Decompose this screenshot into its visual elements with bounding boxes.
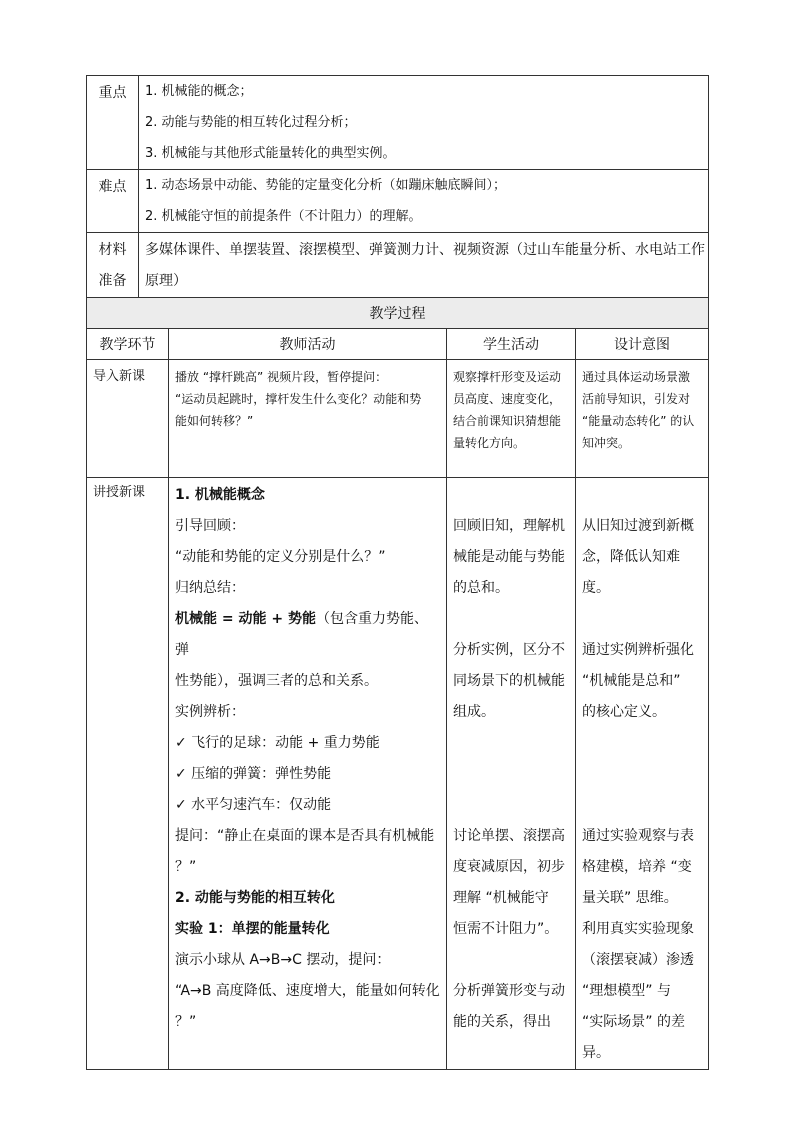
- new-lesson-student-activity: [447, 478, 576, 1070]
- difficulties-row: [87, 170, 709, 233]
- text-line: 组成。: [453, 704, 495, 720]
- text-line: 归纳总结：: [175, 580, 245, 596]
- text-line: [175, 604, 440, 666]
- text-line: 理解 “机械能守: [453, 890, 549, 906]
- spacer: [453, 480, 569, 511]
- text-line: 结合前课知识猜想能: [453, 414, 562, 428]
- key-point-item: 2. 动能与势能的相互转化过程分析；: [145, 114, 357, 130]
- text-line: 引导回顾：: [175, 518, 245, 534]
- text-line: 回顾旧知，理解机: [453, 518, 565, 534]
- text-line: “动能和势能的定义分别是什么？”: [175, 549, 386, 565]
- process-header-row: [87, 329, 709, 360]
- text-line: 同场景下的机械能: [453, 673, 565, 689]
- text-line: 通过实例辨析强化: [582, 642, 694, 658]
- text-line: 恒需不计阻力”。: [453, 921, 559, 937]
- spacer: [582, 790, 702, 821]
- text-line: 能的关系，得出: [453, 1014, 551, 1030]
- column-header-stage: 教学环节: [87, 329, 169, 360]
- materials-line: 原理）: [145, 273, 187, 289]
- text-line: ？”: [175, 1014, 197, 1030]
- materials-line: 多媒体课件、单摆装置、滚摆模型、弹簧测力计、视频资源（过山车能量分析、水电站工作: [145, 242, 705, 258]
- spacer: [582, 480, 702, 511]
- text-line: 提问：“静止在桌面的课本是否具有机械能: [175, 828, 435, 844]
- intro-teacher-activity: [169, 360, 447, 478]
- spacer: [582, 759, 702, 790]
- key-points-row: [87, 76, 709, 170]
- intro-stage: 导入新课: [87, 360, 169, 478]
- experiment-heading: 实验 1：单摆的能量转化: [175, 921, 330, 937]
- spacer: [453, 945, 569, 976]
- materials-label: [87, 233, 139, 298]
- text-line: 性势能），强调三者的总和关系。: [175, 673, 378, 689]
- text-line: “机械能是总和”: [582, 673, 681, 689]
- difficulties-content: [139, 170, 709, 233]
- key-points-content: [139, 76, 709, 170]
- text-line: 异。: [582, 1045, 610, 1061]
- text-line: 的总和。: [453, 580, 509, 596]
- materials-label-line: 准备: [98, 273, 127, 289]
- text-line: 实例辨析：: [175, 704, 245, 720]
- spacer: [453, 759, 569, 790]
- key-point-item: 1. 机械能的概念；: [145, 83, 253, 99]
- checklist-item: ✓ 飞行的足球：动能 + 重力势能: [175, 735, 380, 751]
- difficulty-item: 1. 动态场景中动能、势能的定量变化分析（如蹦床触底瞬间）；: [145, 177, 507, 193]
- text-line: “理想模型” 与: [582, 983, 671, 999]
- process-title-row: [87, 298, 709, 329]
- difficulties-label: 难点: [87, 170, 139, 233]
- text-line: 播放 “撑杆跳高” 视频片段，暂停提问：: [175, 370, 388, 384]
- materials-label-line: 材料: [98, 242, 127, 258]
- text-line: 分析弹簧形变与动: [453, 983, 565, 999]
- intro-design-intent: [576, 360, 709, 478]
- text-line: 度衰减原因，初步: [453, 859, 565, 875]
- text-line: 讨论单摆、滚摆高: [453, 828, 565, 844]
- text-line: 观察撑杆形变及运动: [453, 370, 562, 384]
- text-line: 从旧知过渡到新概: [582, 518, 694, 534]
- text-line: 量转化方向。: [453, 436, 526, 450]
- text-line: ？”: [175, 859, 197, 875]
- intro-row: [87, 360, 709, 478]
- difficulty-item: 2. 机械能守恒的前提条件（不计阻力）的理解。: [145, 208, 422, 224]
- lesson-plan-document: [86, 75, 708, 1070]
- spacer: [453, 790, 569, 821]
- column-header-intent: 设计意图: [576, 329, 709, 360]
- materials-row: [87, 233, 709, 298]
- column-header-teacher: 教师活动: [169, 329, 447, 360]
- checklist-item: ✓ 水平匀速汽车：仅动能: [175, 797, 332, 813]
- new-lesson-row: [87, 478, 709, 1070]
- formula-note: （包含重力势能、弹: [175, 611, 428, 658]
- text-line: “实际场景” 的差: [582, 1014, 685, 1030]
- section-heading: 1. 机械能概念: [175, 487, 265, 503]
- text-line: 知冲突。: [582, 436, 631, 450]
- spacer: [582, 728, 702, 759]
- text-line: 通过实验观察与表: [582, 828, 694, 844]
- spacer: [453, 604, 569, 635]
- text-line: 械能是动能与势能: [453, 549, 565, 565]
- text-line: 分析实例，区分不: [453, 642, 565, 658]
- text-line: 量关联” 思维。: [582, 890, 678, 906]
- new-lesson-design-intent: [576, 478, 709, 1070]
- text-line: 通过具体运动场景激: [582, 370, 691, 384]
- text-line: 活前导知识，引发对: [582, 392, 691, 406]
- formula-text: 机械能 = 动能 + 势能: [175, 611, 316, 627]
- spacer: [582, 604, 702, 635]
- spacer: [453, 728, 569, 759]
- text-line: 格建模，培养 “变: [582, 859, 692, 875]
- text-line: “能量动态转化” 的认: [582, 414, 695, 428]
- process-title: 教学过程: [87, 298, 709, 329]
- new-lesson-teacher-activity: [169, 478, 447, 1070]
- text-line: “运动员起跳时，撑杆发生什么变化？动能和势: [175, 392, 422, 406]
- text-line: 利用真实实验现象: [582, 921, 694, 937]
- text-line: 员高度、速度变化，: [453, 392, 562, 406]
- key-points-label: 重点: [87, 76, 139, 170]
- teaching-process-table: [86, 297, 709, 1070]
- column-header-student: 学生活动: [447, 329, 576, 360]
- text-line: （滚摆衰减）渗透: [582, 952, 694, 968]
- section-heading: 2. 动能与势能的相互转化: [175, 890, 335, 906]
- key-point-item: 3. 机械能与其他形式能量转化的典型实例。: [145, 145, 396, 161]
- new-lesson-stage: 讲授新课: [87, 478, 169, 1070]
- checklist-item: ✓ 压缩的弹簧：弹性势能: [175, 766, 332, 782]
- text-line: 念，降低认知难度。: [582, 549, 680, 596]
- text-line: 的核心定义。: [582, 704, 666, 720]
- materials-content: [139, 233, 709, 298]
- text-line: “A→B 高度降低、速度增大，能量如何转化: [175, 983, 440, 999]
- lesson-overview-table: [86, 75, 709, 298]
- text-line: 能如何转移？”: [175, 414, 254, 428]
- intro-student-activity: [447, 360, 576, 478]
- text-line: 演示小球从 A→B→C 摆动，提问：: [175, 952, 391, 968]
